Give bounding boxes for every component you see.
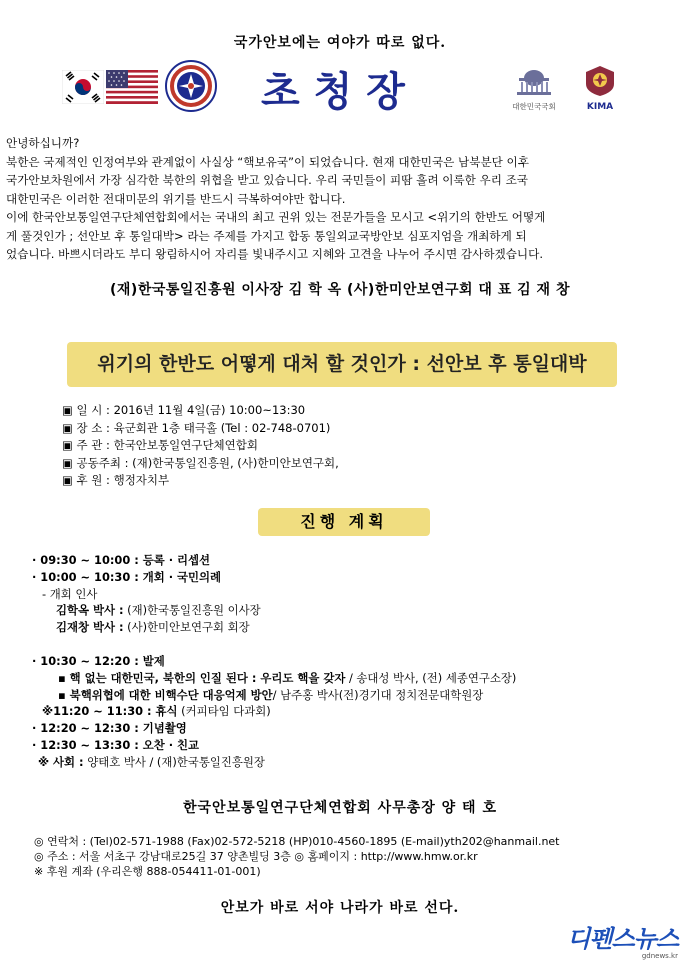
header-motto: 국가안보에는 여야가 따로 없다.: [233, 35, 447, 51]
intro-line: 북한은 국제적인 인정여부와 관계없이 사실상 “핵보유국”이 되었습니다. 현재 대한민국은 남북분단 이후: [6, 154, 529, 169]
schedule-topic: [32, 687, 662, 704]
kima-emblem-icon: [580, 64, 620, 98]
schedule-moderator: [32, 754, 662, 771]
detail-cohosts: ▣ 공동주최 : (재)한국통일진흥원, (사)한미안보연구회,: [62, 455, 339, 470]
schedule-item: · 09:30 ~ 10:00 : 등록 · 리셉션: [32, 553, 211, 567]
contact-phone: ◎ 연락처 : (Tel)02-571-1988 (Fax)02-572-5218 (HP)010-4560-1895 (E-mail)yth202@hanmail.net: [34, 835, 560, 848]
intro-line: 국가안보차원에서 가장 심각한 북한의 위협을 받고 있습니다. 우리 국민들이 피땀 흘려 이룩한 우리 조국: [6, 173, 528, 187]
intro-line: 게 풀것인가 ; 선안보 후 통일대박> 라는 주제를 가지고 합동 통일외교국방안보 심포지엄을 개최하게 되: [6, 228, 527, 243]
contact-address: ◎ 주소 : 서울 서초구 강남대로25길 37 양촌빌딩 3층 ◎ 홈페이지 : http://www.hmw.or.kr: [34, 850, 478, 863]
schedule-item: · 10:00 ~ 10:30 : 개회 · 국민의례: [32, 569, 222, 584]
topic-presenter: / 남주홍 박사(전)경기대 정치전문대학원장: [272, 687, 484, 702]
schedule-speaker: [32, 602, 662, 619]
speaker-role: (사)한미안보연구회 회장: [123, 620, 250, 635]
intro-line: 대한민국은 이러한 전대미문의 위기를 반드시 극복하여야만 합니다.: [6, 191, 346, 206]
national-assembly-dome-icon: [510, 66, 558, 98]
national-assembly-logo: [510, 66, 558, 110]
speaker-name: 김학옥 박사 :: [56, 603, 124, 618]
watermark-sub: gdnews.kr: [641, 952, 678, 960]
schedule-subitem: - 개회 인사: [42, 586, 98, 601]
moderator-value: 양태호 박사 / (재)한국통일진흥원장: [83, 754, 265, 769]
schedule-item: · 12:20 ~ 12:30 : 기념촬영: [32, 721, 187, 736]
detail-venue: ▣ 장 소 : 육군회관 1층 태극홀 (Tel : 02-748-0701): [62, 420, 331, 435]
intro-line: 이에 한국안보통일연구단체연합회에서는 국내의 최고 권위 있는 전문가들을 모시고 <위기의 한반도 어떻게: [6, 210, 546, 224]
detail-date: ▣ 일 시 : 2016년 11월 4일(금) 10:00~13:30: [62, 403, 306, 417]
topic-title: ▪ 북핵위협에 대한 비핵수단 대응억제 방안: [58, 687, 273, 702]
program-heading: 진행 계획: [258, 508, 430, 536]
footer-motto: 안보가 바로 서야 나라가 바로 선다.: [220, 900, 460, 916]
break-time: ※11:20 ~ 11:30 : 휴식: [42, 704, 178, 719]
moderator-label: ※ 사회 :: [38, 754, 84, 769]
kima-label: KIMA: [586, 102, 614, 112]
intro-paragraph: [6, 134, 674, 264]
topic-presenter: / 송대성 박사, (전) 세종연구소장): [345, 670, 517, 685]
schedule-item: · 10:30 ~ 12:20 : 발제: [32, 653, 165, 668]
schedule-topic: [32, 670, 662, 687]
signature-line: 한국안보통일연구단체연합회 사무총장 양 태 호: [183, 800, 497, 816]
watermark-main: 디펜스뉴스: [567, 925, 678, 953]
speaker-role: (재)한국통일진흥원 이사장: [123, 603, 261, 618]
schedule-item: · 12:30 ~ 13:30 : 오찬 · 친교: [32, 737, 200, 752]
hosts-line: (재)한국통일진흥원 이사장 김 학 옥 (사)한미안보연구회 대 표 김 재 창: [110, 282, 570, 298]
contact-bank: ※ 후원 계좌 (우리은행 888-054411-01-001): [34, 865, 261, 878]
page-title: 초청장: [261, 68, 419, 115]
topic-title: ▪ 핵 없는 대한민국, 북한의 인질 된다 : 우리도 핵을 갖자: [58, 670, 346, 685]
defense-news-watermark: [560, 926, 678, 960]
event-details: [62, 402, 339, 490]
symposium-title-banner: 위기의 한반도 어떻게 대처 할 것인가 : 선안보 후 통일대박: [67, 342, 617, 387]
schedule-speaker: [32, 619, 662, 636]
detail-sponsor: ▣ 후 원 : 행정자치부: [62, 473, 170, 487]
speaker-name: 김재창 박사 :: [56, 620, 124, 635]
contact-info: [34, 834, 560, 879]
assembly-label: 대한민국국회: [512, 102, 556, 111]
detail-organizer: ▣ 주 관 : 한국안보통일연구단체연합회: [62, 438, 258, 452]
program-schedule: [32, 552, 662, 771]
intro-line: 었습니다. 바쁘시더라도 부디 왕림하시어 자리를 빛내주시고 지혜와 고견을 나누어 주시면 감사하겠습니다.: [6, 247, 544, 261]
schedule-break: [32, 703, 662, 720]
kima-logo: [580, 64, 620, 112]
intro-line: 안녕하십니까?: [6, 136, 80, 150]
break-note: (커피타임 다과회): [177, 704, 271, 719]
